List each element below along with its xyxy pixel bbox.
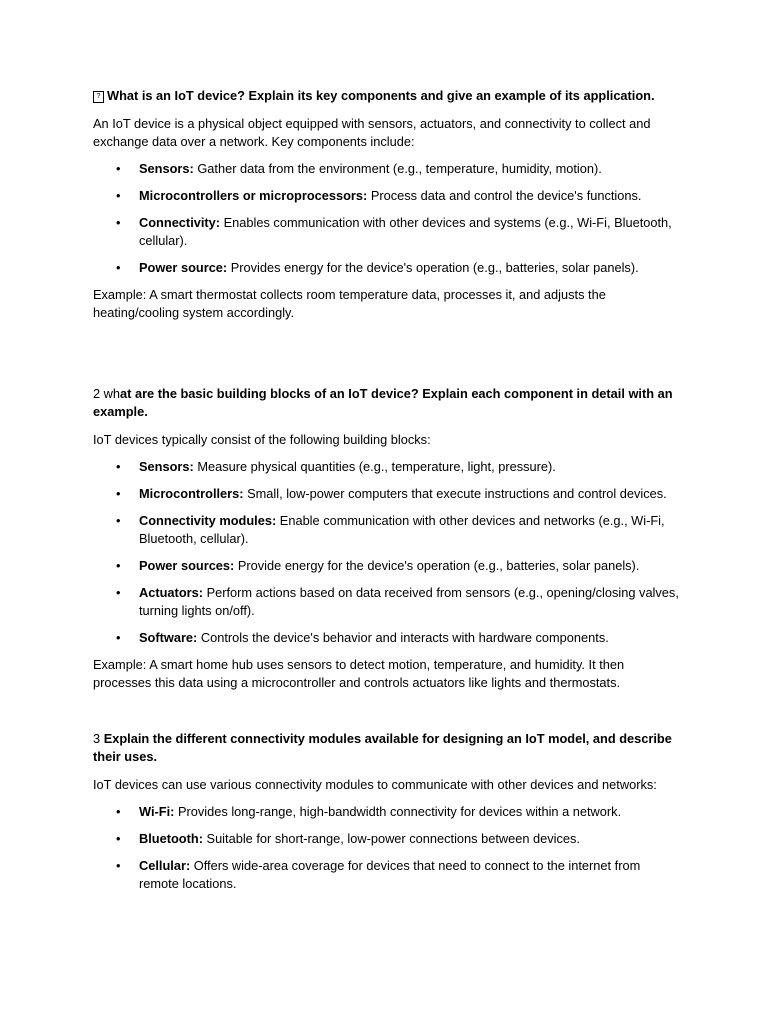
item-desc: Provide energy for the device's operation (e.g., batteries, solar panels). (237, 558, 640, 573)
bullet-icon: • (116, 558, 121, 573)
list-item (93, 458, 683, 476)
list-item (93, 512, 683, 548)
item-desc: Small, low-power computers that execute instructions and control devices. (247, 486, 667, 501)
bullet-icon: • (116, 858, 121, 873)
item-desc: Measure physical quantities (e.g., temperature, light, pressure). (197, 459, 556, 474)
item-desc: Gather data from the environment (e.g., temperature, humidity, motion). (197, 161, 602, 176)
bullet-icon: • (116, 804, 121, 819)
list-item (93, 830, 683, 848)
bullet-icon: • (116, 831, 121, 846)
list-item (93, 803, 683, 821)
bullet-list (93, 160, 683, 277)
section-number: 3 (93, 731, 101, 746)
item-desc: Controls the device's behavior and interacts with hardware components. (200, 630, 609, 645)
heading-text: Explain the different connectivity modules available for designing an IoT model, and describe their uses. (93, 731, 672, 764)
item-desc: Enable communication with other devices and networks (e.g., Wi-Fi, Bluetooth, cellular). (139, 513, 665, 546)
section-intro: An IoT device is a physical object equipped with sensors, actuators, and connectivity to collect and exchange data over a network. Key components include: (93, 116, 651, 149)
section-heading (93, 87, 683, 105)
item-desc: Offers wide-area coverage for devices that need to connect to the internet from remote locations. (139, 858, 641, 891)
bullet-icon: • (116, 459, 121, 474)
item-term: Microcontrollers or microprocessors: (139, 188, 368, 203)
list-item (93, 629, 683, 647)
section-heading (93, 730, 683, 766)
item-term: Bluetooth: (139, 831, 203, 846)
item-desc: Perform actions based on data received from sensors (e.g., opening/closing valves, turning lights on/off). (139, 585, 679, 618)
list-item (93, 584, 683, 620)
item-term: Wi-Fi: (139, 804, 175, 819)
item-term: Software: (139, 630, 198, 645)
list-item (93, 160, 683, 178)
bullet-icon: • (116, 585, 121, 600)
section-2 (93, 385, 683, 692)
heading-text: at are the basic building blocks of an IoT device? Explain each component in detail with an example. (93, 386, 673, 419)
bullet-icon: • (116, 513, 121, 528)
missing-glyph-icon: ? (93, 91, 104, 103)
section-example: Example: A smart thermostat collects room temperature data, processes it, and adjusts the heating/cooling system accordingly. (93, 287, 606, 320)
item-term: Microcontrollers: (139, 486, 244, 501)
item-term: Power sources: (139, 558, 235, 573)
item-term: Sensors: (139, 161, 194, 176)
item-desc: Provides long-range, high-bandwidth connectivity for devices within a network. (177, 804, 622, 819)
section-number: 2 wh (93, 386, 121, 401)
section-intro: IoT devices can use various connectivity modules to communicate with other devices and networks: (93, 777, 657, 792)
item-desc: Provides energy for the device's operation (e.g., batteries, solar panels). (230, 260, 639, 275)
list-item (93, 187, 683, 205)
section-1 (93, 87, 683, 322)
item-term: Cellular: (139, 858, 191, 873)
bullet-icon: • (116, 260, 121, 275)
item-term: Power source: (139, 260, 228, 275)
list-item (93, 557, 683, 575)
bullet-icon: • (116, 486, 121, 501)
section-3 (93, 730, 683, 902)
bullet-icon: • (116, 630, 121, 645)
bullet-list (93, 458, 683, 647)
list-item (93, 259, 683, 277)
item-desc: Enables communication with other devices and systems (e.g., Wi-Fi, Bluetooth, cellular). (139, 215, 672, 248)
item-desc: Suitable for short-range, low-power connections between devices. (206, 831, 580, 846)
bullet-list (93, 803, 683, 893)
item-term: Connectivity: (139, 215, 221, 230)
item-term: Sensors: (139, 459, 194, 474)
bullet-icon: • (116, 215, 121, 230)
list-item (93, 214, 683, 250)
list-item (93, 857, 683, 893)
list-item (93, 485, 683, 503)
item-desc: Process data and control the device's functions. (370, 188, 642, 203)
section-intro: IoT devices typically consist of the following building blocks: (93, 432, 431, 447)
bullet-icon: • (116, 188, 121, 203)
item-term: Actuators: (139, 585, 203, 600)
section-example: Example: A smart home hub uses sensors to detect motion, temperature, and humidity. It then processes this data using a microcontroller and controls actuators like lights and thermostats. (93, 657, 625, 690)
bullet-icon: • (116, 161, 121, 176)
heading-text: What is an IoT device? Explain its key components and give an example of its application. (107, 88, 655, 103)
section-heading (93, 385, 683, 421)
item-term: Connectivity modules: (139, 513, 277, 528)
